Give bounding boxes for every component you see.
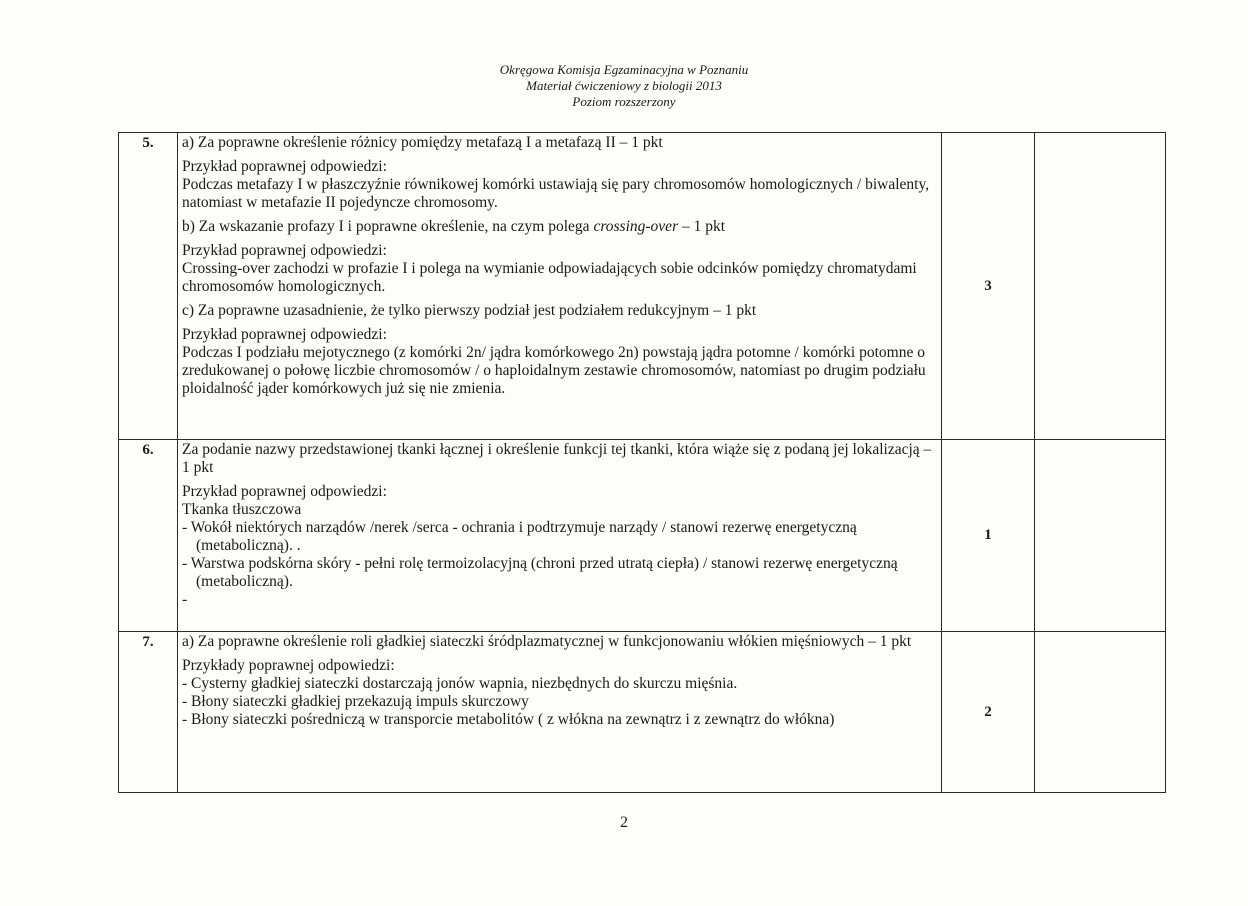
- example-block: [182, 326, 937, 398]
- task-number: 7.: [119, 632, 178, 793]
- empty-cell: [1035, 632, 1166, 793]
- task-content: [178, 440, 942, 632]
- table-row-task-6: [119, 440, 1166, 632]
- header-line-material: Materiał ćwiczeniowy z biologii 2013: [526, 78, 722, 93]
- answer-bullet: - Warstwa podskórna skóry - pełni rolę termoizolacyjną (chroni przed utratą ciepła) / stanowi rezerwę energetyczną (metaboliczną).: [182, 555, 898, 590]
- example-block: [182, 242, 937, 296]
- document-header: [0, 62, 1248, 110]
- criterion-block: [182, 134, 937, 152]
- answer-bullet: - Błony siateczki pośredniczą w transporcie metabolitów ( z włókna na zewnątrz i z zewnątrz do włókna): [182, 711, 835, 728]
- table-row-task-5: [119, 133, 1166, 440]
- task-content: [178, 133, 942, 440]
- criterion-text: Za podanie nazwy przedstawionej tkanki łącznej i określenie funkcji tej tkanki, która wiąże się z podaną jej lokalizacją – 1 pkt: [182, 441, 932, 476]
- answer-bullet: - Błony siateczki gładkiej przekazują impuls skurczowy: [182, 693, 529, 710]
- empty-cell: [1035, 440, 1166, 632]
- example-label: Przykład poprawnej odpowiedzi:: [182, 483, 387, 500]
- criterion-text-pre: b) Za wskazanie profazy I i poprawne określenie, na czym polega: [182, 218, 594, 235]
- example-block: [182, 657, 937, 729]
- table-row-task-7: [119, 632, 1166, 793]
- answer-bullet: - Wokół niektórych narządów /nerek /serca - ochrania i podtrzymuje narządy / stanowi rezerwę energetyczną (metaboliczną). .: [182, 519, 857, 554]
- task-content: [178, 632, 942, 793]
- empty-cell: [1035, 133, 1166, 440]
- criterion-block: [182, 218, 937, 236]
- answer-key-table: [118, 132, 1166, 793]
- example-label: Przykłady poprawnej odpowiedzi:: [182, 657, 395, 674]
- points-cell: 3: [942, 133, 1035, 440]
- points-cell: 2: [942, 632, 1035, 793]
- criterion-block: [182, 302, 937, 320]
- criterion-text: c) Za poprawne uzasadnienie, że tylko pierwszy podział jest podziałem redukcyjnym – 1 pkt: [182, 302, 757, 319]
- answer-bullet: - Cysterny gładkiej siateczki dostarczają jonów wapnia, niezbędnych do skurczu mięśnia.: [182, 675, 738, 692]
- criterion-text-post: – 1 pkt: [678, 218, 726, 235]
- criterion-term-italic: crossing-over: [593, 218, 679, 235]
- page-number: 2: [620, 814, 628, 831]
- criterion-text: a) Za poprawne określenie różnicy pomiędzy metafazą I a metafazą II – 1 pkt: [182, 134, 663, 151]
- criterion-text: [182, 218, 937, 236]
- criterion-text: a) Za poprawne określenie roli gładkiej siateczki śródplazmatycznej w funkcjonowaniu włókien mięśniowych – 1 pkt: [182, 633, 912, 650]
- points-cell: 1: [942, 440, 1035, 632]
- task-number: 5.: [119, 133, 178, 440]
- task-number: 6.: [119, 440, 178, 632]
- example-block: [182, 158, 937, 212]
- header-line-level: Poziom rozszerzony: [572, 94, 676, 109]
- example-text: Crossing-over zachodzi w profazie I i polega na wymianie odpowiadających sobie odcinków pomiędzy chromatydami chromosomów homologicznych.: [182, 260, 917, 295]
- criterion-block: [182, 441, 937, 477]
- criterion-block: [182, 633, 937, 651]
- answer-bullet: -: [182, 591, 188, 608]
- tissue-name: Tkanka tłuszczowa: [182, 501, 302, 518]
- example-label: Przykład poprawnej odpowiedzi:: [182, 326, 387, 343]
- example-block: [182, 483, 937, 609]
- example-text: Podczas metafazy I w płaszczyźnie równikowej komórki ustawiają się pary chromosomów homologicznych / biwalenty, natomiast w metafazie II pojedyncze chromosomy.: [182, 176, 930, 211]
- example-label: Przykład poprawnej odpowiedzi:: [182, 242, 387, 259]
- example-text: Podczas I podziału mejotycznego (z komórki 2n/ jądra komórkowego 2n) powstają jądra potomne / komórki potomne o zredukowanej o połowę liczbie chromosomów / o haploidalnym zestawie chromosomów, natomiast po drugim podziału ploidalność jąder komórkowych już się nie zmienia.: [182, 344, 926, 397]
- example-label: Przykład poprawnej odpowiedzi:: [182, 158, 387, 175]
- header-line-institution: Okręgowa Komisja Egzaminacyjna w Poznaniu: [499, 62, 749, 77]
